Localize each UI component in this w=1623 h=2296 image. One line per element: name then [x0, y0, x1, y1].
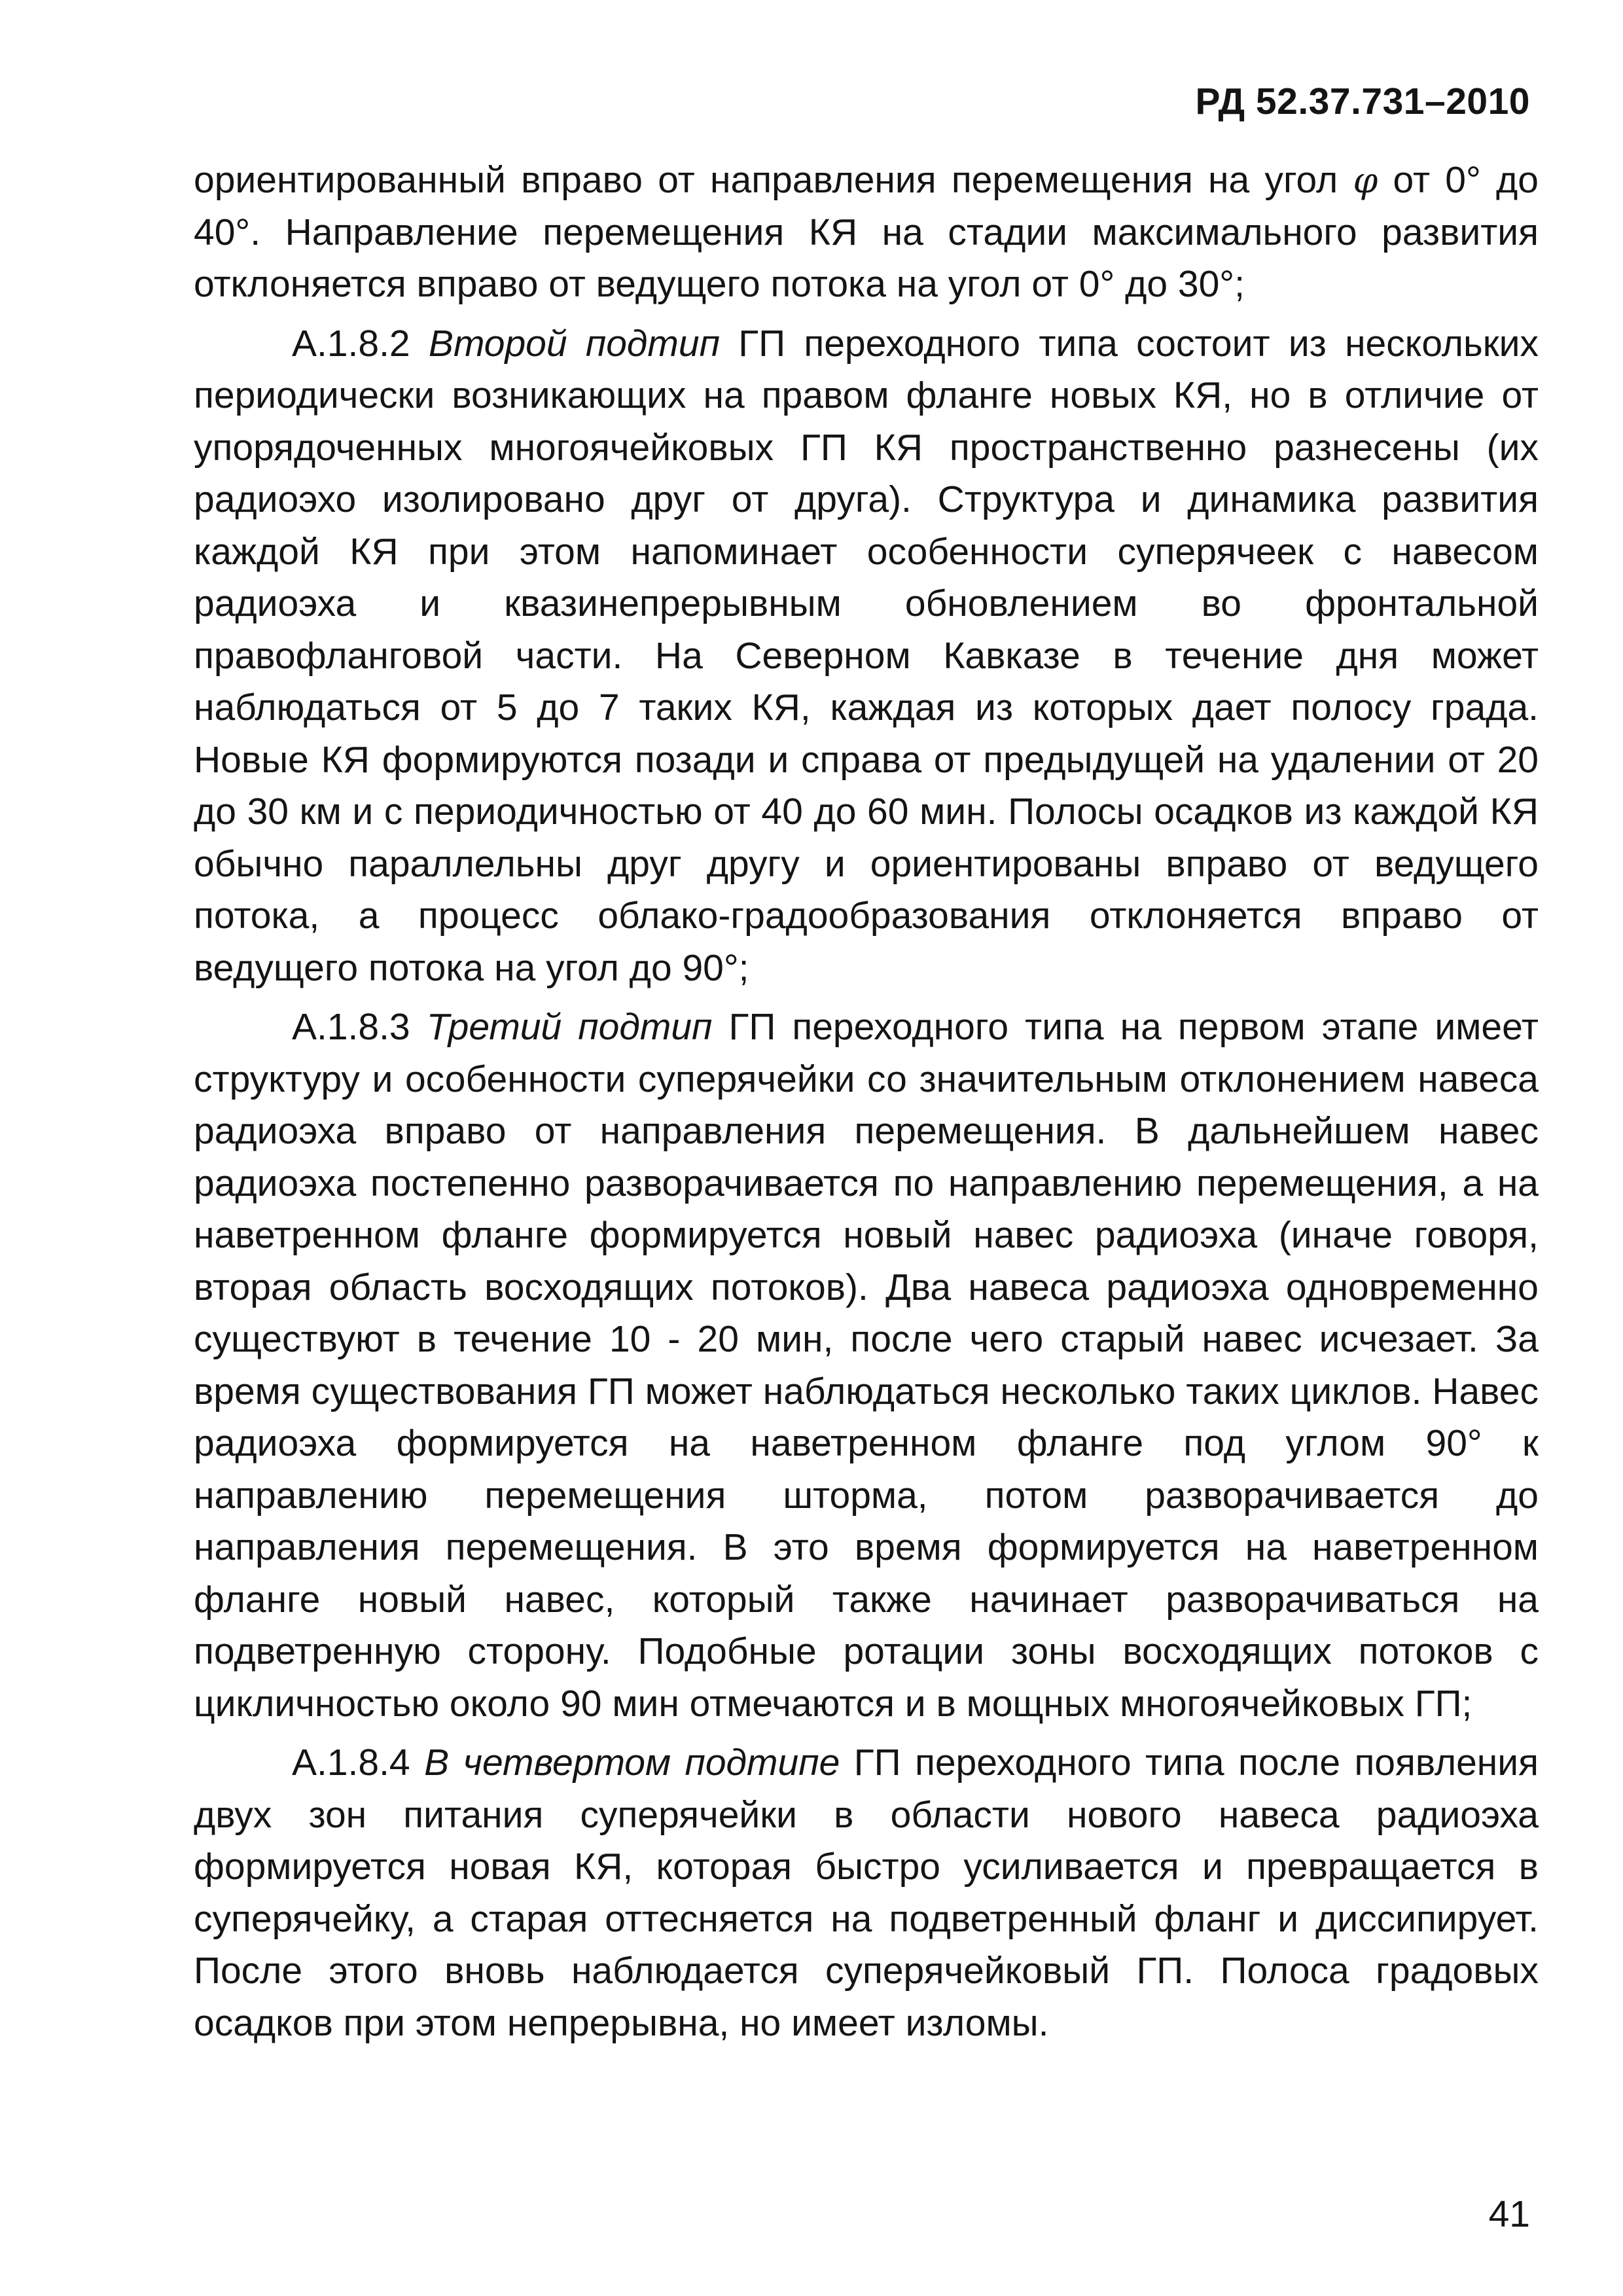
paragraph-continuation: [194, 154, 1539, 311]
clause-number: А.1.8.3: [292, 1006, 410, 1048]
paragraph-text: от 0° до 40°. Направление перемещения КЯ на стадии максимального развития отклоняется вправо от ведущего потока на угол от 0° до 30°;: [194, 159, 1539, 305]
clause-number: А.1.8.4: [292, 1742, 410, 1784]
phi-symbol: φ: [1353, 160, 1378, 201]
clause-emphasis: Третий подтип: [426, 1006, 713, 1048]
paragraph-text: ГП переходного типа на первом этапе имеет структуру и особенности суперячейки со значительным отклонением навеса радиоэха вправо от направления перемещения. В дальнейшем навес радиоэха постепенно разворачивается по направлению перемещения, а на наветренном фланге формируется новый навес радиоэха (иначе говоря, вторая область восходящих потоков). Два навеса радиоэха одновременно существуют в течение 10 - 20 мин, после чего старый навес исчезает. За время существования ГП может наблюдаться несколько таких циклов. Навес радиоэха формируется на наветренном фланге под углом 90° к направлению перемещения шторма, потом разворачивается до направления перемещения. В это время формируется на наветренном фланге новый навес, который также начинает разворачиваться на подветренную сторону. Подобные ротации зоны восходящих потоков с цикличностью около 90 мин отмечаются и в мощных многоячейковых ГП;: [194, 1006, 1539, 1725]
body-text: [194, 154, 1539, 2049]
clause-number: А.1.8.2: [292, 322, 410, 365]
document-code: РД 52.37.731–2010: [1195, 81, 1530, 122]
clause-emphasis: В четвертом подтипе: [424, 1742, 840, 1784]
clause-emphasis: Второй подтип: [428, 322, 720, 365]
paragraph-a182: [194, 318, 1539, 995]
paragraph-a184: [194, 1737, 1539, 2049]
paragraph-text: ориентированный вправо от направления перемещения на угол: [194, 159, 1353, 201]
page-number: 41: [1488, 2193, 1530, 2235]
paragraph-text: ГП переходного типа состоит из нескольких периодически возникающих на правом фланге новых КЯ, но в отличие от упорядоченных многоячейковых ГП КЯ пространственно разнесены (их радиоэхо изолировано друг от друга). Структура и динамика развития каждой КЯ при этом напоминает особенности суперячеек с навесом радиоэха и квазинепрерывным обновлением во фронтальной правофланговой части. На Северном Кавказе в течение дня может наблюдаться от 5 до 7 таких КЯ, каждая из которых дает полосу града. Новые КЯ формируются позади и справа от предыдущей на удалении от 20 до 30 км и с периодичностью от 40 до 60 мин. Полосы осадков из каждой КЯ обычно параллельны друг другу и ориентированы вправо от ведущего потока, а процесс облако-градообразования отклоняется вправо от ведущего потока на угол до 90°;: [194, 322, 1539, 989]
paragraph-text: ГП переходного типа после появления двух зон питания суперячейки в области нового навеса радиоэха формируется новая КЯ, которая быстро усиливается и превращается в суперячейку, а старая оттесняется на подветренный фланг и диссипирует. После этого вновь наблюдается суперячейковый ГП. Полоса градовых осадков при этом непрерывна, но имеет изломы.: [194, 1742, 1539, 2044]
paragraph-a183: [194, 1001, 1539, 1730]
